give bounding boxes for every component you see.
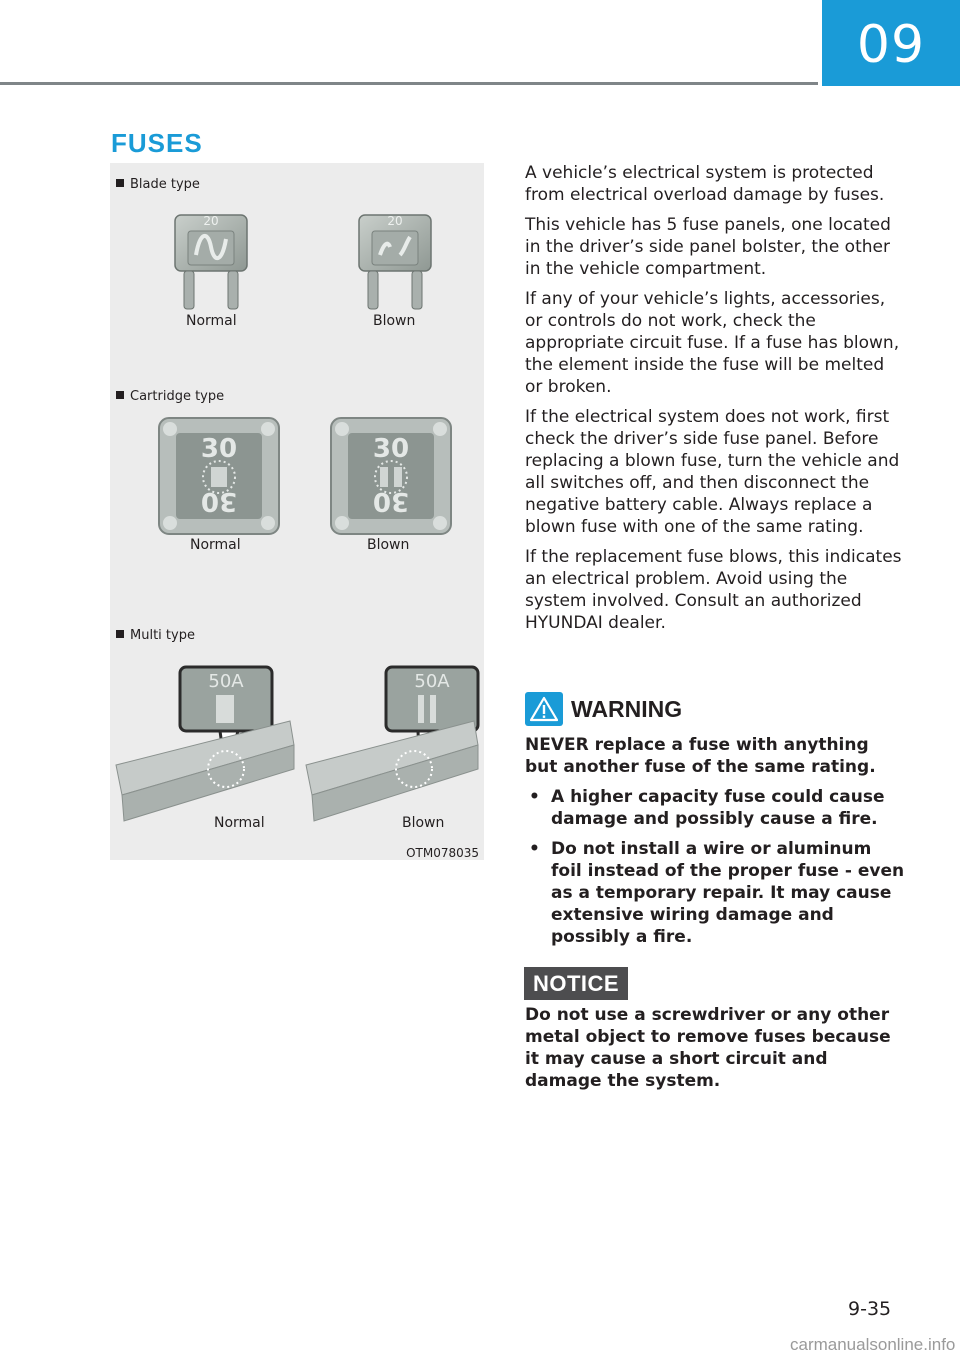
blade-type-label: Blade type: [116, 177, 200, 192]
warning-bullet: • Do not install a wire or aluminum foil instead of the proper fuse - even as a temporary repair. It may cause extensive wiring damage and possibly a fire.: [529, 839, 905, 947]
multi-fuse-normal-image: [114, 665, 300, 831]
svg-text:20: 20: [387, 214, 403, 228]
notice-text: Do not use a screwdriver or any other metal object to remove fuses because it may cause a short circuit and damage the system.: [525, 1005, 891, 1091]
blade-normal-caption: Normal: [186, 313, 237, 329]
header-rule: [0, 82, 818, 85]
watermark: carmanualsonline.info: [790, 1335, 956, 1354]
svg-text:30: 30: [372, 486, 410, 516]
warning-header: [525, 692, 682, 726]
cartridge-blown-caption: Blown: [367, 537, 410, 553]
cartridge-normal-caption: Normal: [190, 537, 241, 553]
notice-badge: NOTICE: [524, 967, 628, 1000]
warning-title: WARNING: [571, 695, 683, 722]
cartridge-type-label: Cartridge type: [116, 389, 224, 404]
warning-bullet: • A higher capacity fuse could cause damage and possibly cause a fire.: [529, 787, 885, 829]
body-paragraph: A vehicle’s electrical system is protected from electrical overload damage by fuses.: [525, 163, 885, 205]
svg-text:50A: 50A: [208, 671, 244, 692]
fuse-types-figure: [110, 163, 484, 860]
warning-icon: [525, 692, 563, 726]
body-paragraph: If the replacement fuse blows, this indicates an electrical problem. Avoid using the system involved. Consult an authorized HYUNDAI dealer.: [525, 547, 902, 633]
body-paragraph: If the electrical system does not work, first check the driver’s side fuse panel. Before replacing a blown fuse, turn the vehicle and all switches off, and then disconnect the negative battery cable. Always replace a blown fuse with one of the same rating.: [525, 407, 900, 537]
svg-text:20: 20: [203, 214, 219, 228]
svg-text:30: 30: [372, 434, 410, 464]
svg-text:30: 30: [200, 434, 238, 464]
cartridge-fuse-normal-image: [156, 415, 282, 537]
blade-fuse-blown-image: [356, 211, 434, 313]
chapter-tab: 09: [822, 0, 960, 86]
body-text: [525, 162, 905, 642]
svg-text:30: 30: [200, 486, 238, 516]
body-paragraph: This vehicle has 5 fuse panels, one located in the driver’s side panel bolster, the other in the vehicle compartment.: [525, 215, 891, 279]
page-number: 9-35: [848, 1298, 892, 1320]
svg-text:50A: 50A: [414, 671, 450, 692]
blade-fuse-normal-image: [172, 211, 250, 313]
warning-body: [525, 734, 905, 956]
multi-type-label: Multi type: [116, 628, 195, 643]
section-title: FUSES: [111, 128, 203, 158]
warning-list: [525, 786, 905, 948]
warning-lead: NEVER replace a fuse with anything but another fuse of the same rating.: [525, 735, 876, 777]
multi-blown-caption: Blown: [402, 815, 445, 831]
multi-fuse-blown-image: [304, 665, 484, 831]
multi-normal-caption: Normal: [214, 815, 265, 831]
blade-blown-caption: Blown: [373, 313, 416, 329]
cartridge-fuse-blown-image: [328, 415, 454, 537]
figure-code: OTM078035: [406, 846, 479, 860]
body-paragraph: If any of your vehicle’s lights, accessories, or controls do not work, check the appropriate circuit fuse. If a fuse has blown, the element inside the fuse will be melted or broken.: [525, 289, 900, 397]
